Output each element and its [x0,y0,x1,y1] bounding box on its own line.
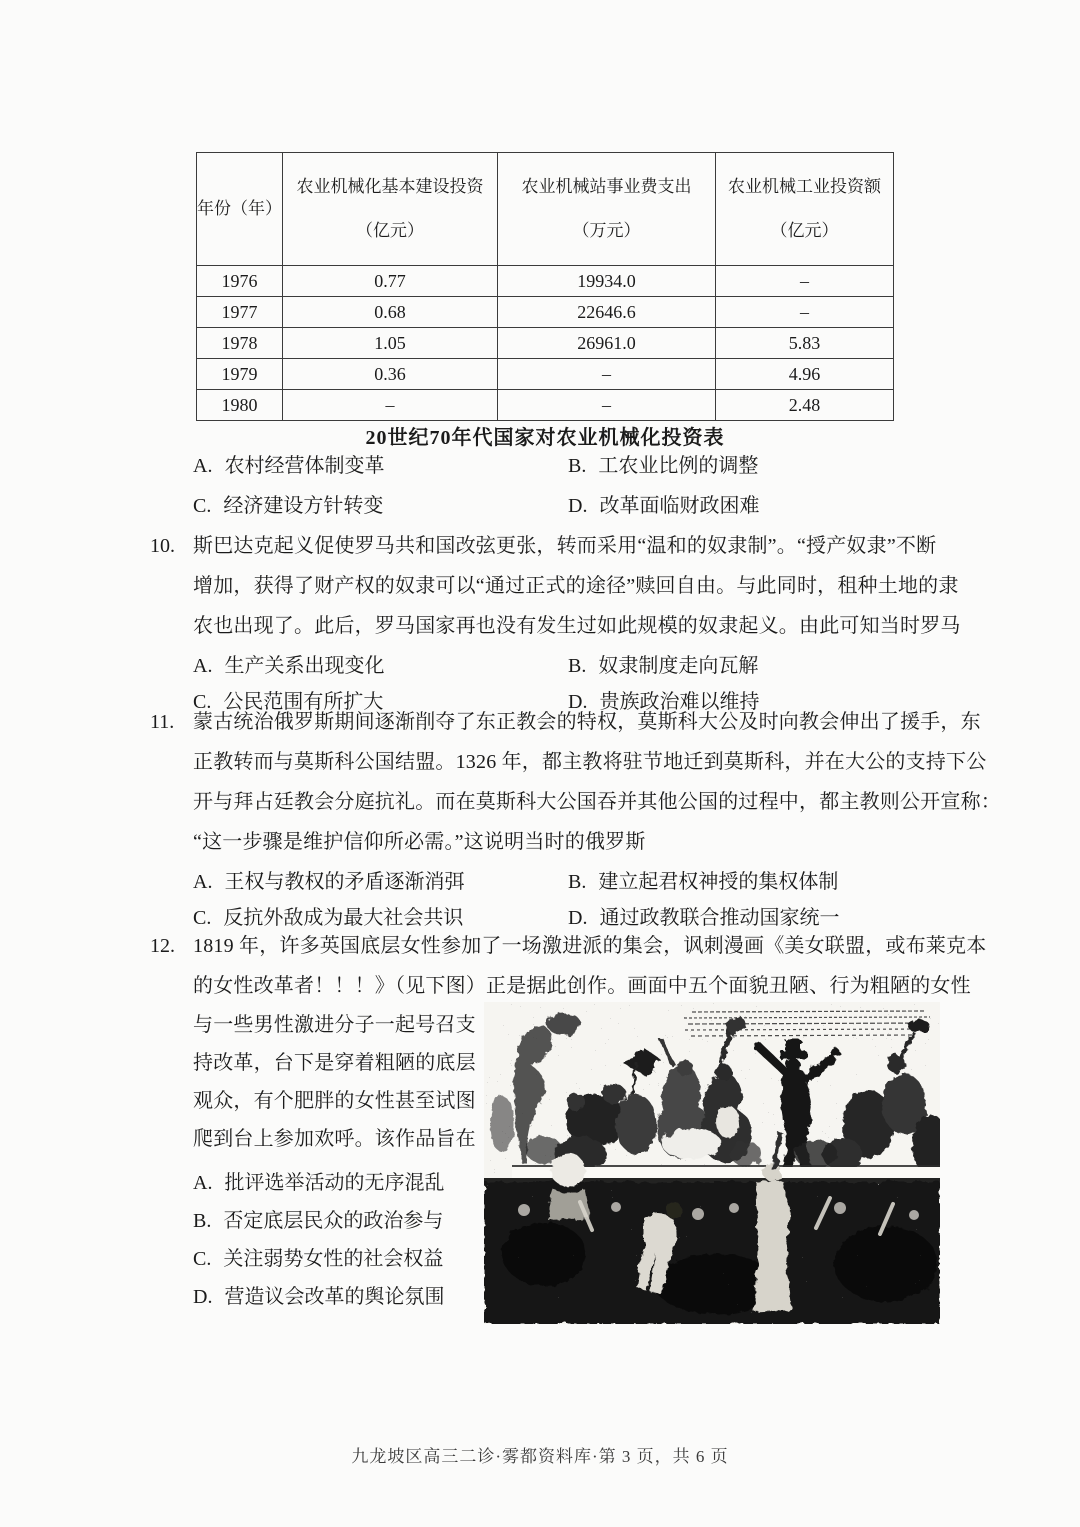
option-text: 生产关系出现变化 [224,655,385,677]
question-11 [150,702,1001,936]
option-text: 农村经营体制变革 [224,455,385,477]
option-d [568,488,943,524]
option-label: A. [193,1172,213,1194]
option-label: B. [568,455,587,477]
table-cell: 0.36 [283,359,498,390]
option-b [568,864,943,900]
column-header-label: 农业机械站事业费支出 [521,177,692,196]
question-text-line: “这一步骤是维护信仰所必需。”这说明当时的俄罗斯 [193,831,646,853]
option-text: 关注弱势女性的社会权益 [223,1248,444,1270]
question-text-line: 1819 年，许多英国底层女性参加了一场激进派的集会，讽刺漫画《美女联盟，或布莱克本 [193,935,987,957]
table-cell: 0.77 [283,266,498,297]
option-label: C. [193,691,212,713]
option-b [568,448,943,484]
option-text: 否定底层民众的政治参与 [223,1210,444,1232]
question-9-options [193,448,943,524]
column-header-unit: （亿元） [770,221,839,240]
option-label: C. [193,495,212,517]
option-label: B. [568,655,587,677]
table-cell: 1979 [197,359,283,390]
table-cell: 22646.6 [498,297,716,328]
option-b [568,648,943,684]
question-text-line: 的女性改革者！！！》（见下图）正是据此创作。画面中五个面貌丑陋、行为粗陋的女性 [193,975,971,997]
option-text: 王权与教权的矛盾逐渐消弭 [224,871,465,893]
option-text: 营造议会改革的舆论氛围 [224,1286,445,1308]
column-header-unit: （亿元） [356,221,424,240]
option-label: A. [193,655,213,677]
option-text: 批评选举活动的无序混乱 [224,1172,445,1194]
option-text: 公民范围有所扩大 [223,691,384,713]
question-text-line: 观众，有个肥胖的女性甚至试图 [193,1090,476,1112]
table-row [197,266,894,297]
table-cell: 19934.0 [498,266,716,297]
option-label: D. [568,691,588,713]
column-header-label: 年份（年） [197,199,282,218]
question-text-line: 开与拜占廷教会分庭抗礼。而在莫斯科大公国吞并其他公国的过程中，都主教则公开宣称： [193,791,1001,813]
option-label: B. [193,1210,212,1232]
question-text-line: 斯巴达克起义促使罗马共和国改弦更张，转而采用“温和的奴隶制”。“授产奴隶”不断 [193,535,937,557]
option-a [193,864,568,900]
option-label: C. [193,907,212,929]
question-text-line: 农也出现了。此后，罗马国家再也没有发生过如此规模的奴隶起义。由此可知当时罗马 [193,615,961,637]
column-header-unit: （万元） [572,221,641,240]
question-text-line: 持改革，台下是穿着粗陋的底层 [193,1052,476,1074]
table-caption: 20世纪70年代国家对农业机械化投资表 [365,427,725,449]
investment-table [196,152,894,421]
table-cell: 1980 [197,390,283,421]
column-header-year [197,153,283,266]
table-cell: 1.05 [283,328,498,359]
option-text: 奴隶制度走向瓦解 [598,655,759,677]
option-c [193,488,568,524]
table-cell: 1978 [197,328,283,359]
option-label: D. [568,907,588,929]
table-cell: – [716,297,894,328]
political-cartoon-image [484,1002,940,1324]
option-text: 通过政教联合推动国家统一 [599,907,840,929]
table-row [197,390,894,421]
column-header-capital-investment [283,153,498,266]
option-label: D. [568,495,588,517]
table-row [197,297,894,328]
option-text: 工农业比例的调整 [598,455,759,477]
table-cell: 26961.0 [498,328,716,359]
table-cell: 2.48 [716,390,894,421]
question-text-line: 正教转而与莫斯科公国结盟。1326 年，都主教将驻节地迁到莫斯科，并在大公的支持下公 [193,751,987,773]
option-text: 经济建设方针转变 [223,495,384,517]
column-header-label: 农业机械化基本建设投资 [296,177,484,196]
option-label: D. [193,1286,213,1308]
question-text-line: 与一些男性激进分子一起号召支 [193,1014,476,1036]
table-cell: 4.96 [716,359,894,390]
option-label: B. [568,871,587,893]
option-text: 贵族政治难以维持 [599,691,760,713]
option-label: A. [193,455,213,477]
question-text-line: 增加，获得了财产权的奴隶可以“通过正式的途径”赎回自由。与此同时，租种土地的隶 [193,575,959,597]
question-number: 10. [150,535,175,557]
option-a [193,648,568,684]
table-row [197,328,894,359]
option-label: A. [193,871,213,893]
option-text: 改革面临财政困难 [599,495,760,517]
column-header-station-expense [498,153,716,266]
table-cell: 0.68 [283,297,498,328]
option-text: 反抗外敌成为最大社会共识 [223,907,464,929]
table-cell: – [283,390,498,421]
option-a [193,448,568,484]
question-number: 12. [150,935,175,957]
table-cell: – [716,266,894,297]
question-text-line: 蒙古统治俄罗斯期间逐渐削夺了东正教会的特权，莫斯科大公及时向教会伸出了援手，东 [193,711,981,733]
question-number: 11. [150,711,175,733]
table-cell: 1977 [197,297,283,328]
page-footer: 九龙坡区高三二诊·雾都资料库·第 3 页，共 6 页 [351,1447,729,1466]
table-cell: – [498,359,716,390]
option-label: C. [193,1248,212,1270]
table-cell: 5.83 [716,328,894,359]
table-cell: – [498,390,716,421]
option-text: 建立起君权神授的集权体制 [598,871,839,893]
column-header-label: 农业机械工业投资额 [728,177,881,196]
table-header-row [197,153,894,266]
column-header-industry-investment [716,153,894,266]
table-cell: 1976 [197,266,283,297]
table-row [197,359,894,390]
question-10 [150,526,970,720]
question-text-line: 爬到台上参加欢呼。该作品旨在 [193,1128,476,1150]
